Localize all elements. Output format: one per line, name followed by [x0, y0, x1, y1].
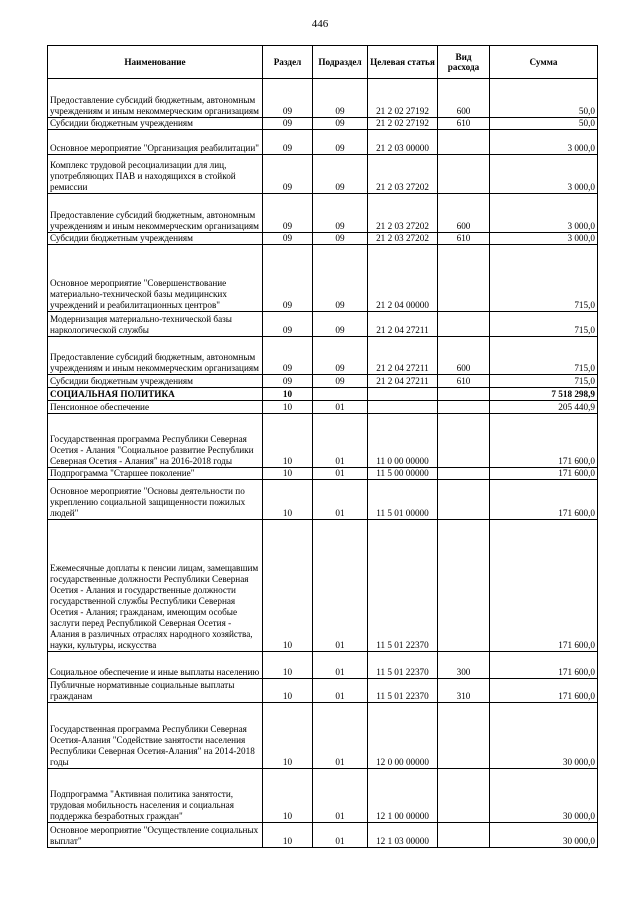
- table-row: [48, 769, 598, 823]
- cell-name: Комплекс трудовой ресоциализации для лиц, употребляющих ПАВ и находящихся в стойкой ремиссии: [48, 155, 263, 194]
- table-row: [48, 155, 598, 194]
- cell-sum: 3 000,0: [490, 233, 598, 245]
- cell-subsection: 01: [313, 703, 368, 769]
- table-row: [48, 414, 598, 468]
- cell-name: Государственная программа Республики Северная Осетия-Алания "Содействие занятости населения Республики Северная Осетия-Алания" на 2014-2018 годы: [48, 703, 263, 769]
- cell-target: 11 5 00 00000: [368, 468, 438, 480]
- cell-target: 21 2 03 27202: [368, 155, 438, 194]
- cell-sum: 3 000,0: [490, 194, 598, 233]
- header-name: Наименование: [48, 46, 263, 79]
- cell-sum: 30 000,0: [490, 769, 598, 823]
- cell-name: Субсидии бюджетным учреждениям: [48, 118, 263, 130]
- table-row: [48, 401, 598, 414]
- cell-sum: 30 000,0: [490, 823, 598, 848]
- cell-subsection: 09: [313, 130, 368, 155]
- cell-subsection: 01: [313, 520, 368, 652]
- cell-kind: 300: [438, 652, 490, 679]
- cell-target: 21 2 02 27192: [368, 79, 438, 118]
- table-row: [48, 233, 598, 245]
- cell-section: 10: [263, 401, 313, 414]
- cell-name: Подпрограмма "Старшее поколение": [48, 468, 263, 480]
- table-row: [48, 388, 598, 401]
- cell-section: 10: [263, 769, 313, 823]
- cell-target: 12 0 00 00000: [368, 703, 438, 769]
- table-row: [48, 130, 598, 155]
- cell-name: Пенсионное обеспечение: [48, 401, 263, 414]
- cell-name: Подпрограмма "Активная политика занятости, трудовая мобильность населения и социальная поддержка безработных граждан": [48, 769, 263, 823]
- cell-section: 09: [263, 130, 313, 155]
- cell-name: Предоставление субсидий бюджетным, автономным учреждениям и иным некоммерческим организациям: [48, 194, 263, 233]
- cell-target: 21 2 03 27202: [368, 233, 438, 245]
- cell-sum: 7 518 298,9: [490, 388, 598, 401]
- cell-sum: 205 440,9: [490, 401, 598, 414]
- cell-kind: [438, 703, 490, 769]
- cell-sum: 171 600,0: [490, 520, 598, 652]
- cell-section: 09: [263, 337, 313, 375]
- header-kind: Вид расхода: [438, 46, 490, 79]
- cell-subsection: 09: [313, 233, 368, 245]
- cell-subsection: 01: [313, 414, 368, 468]
- cell-kind: 610: [438, 118, 490, 130]
- cell-subsection: 09: [313, 79, 368, 118]
- cell-target: 11 5 01 22370: [368, 679, 438, 703]
- cell-section: 10: [263, 679, 313, 703]
- cell-name: Ежемесячные доплаты к пенсии лицам, замещавшим государственные должности Республики Северная Осетия - Алания и государственные должности государственной службы Республики Северная Осетия - Алания; гражданам, имеющим особые заслуги перед Республикой Северная Осетия - Алания в различных отраслях народного хозяйства, науки, культуры, искусства: [48, 520, 263, 652]
- table-row: [48, 652, 598, 679]
- cell-section: 09: [263, 194, 313, 233]
- cell-kind: 600: [438, 337, 490, 375]
- cell-kind: [438, 480, 490, 520]
- cell-sum: 715,0: [490, 375, 598, 388]
- cell-subsection: [313, 388, 368, 401]
- cell-name: Публичные нормативные социальные выплаты гражданам: [48, 679, 263, 703]
- cell-name: Субсидии бюджетным учреждениям: [48, 233, 263, 245]
- cell-kind: [438, 312, 490, 337]
- header-subsection: Подраздел: [313, 46, 368, 79]
- cell-name: Социальное обеспечение и иные выплаты населению: [48, 652, 263, 679]
- table-row: [48, 312, 598, 337]
- cell-target: 12 1 03 00000: [368, 823, 438, 848]
- cell-subsection: 01: [313, 769, 368, 823]
- cell-target: [368, 401, 438, 414]
- cell-sum: 715,0: [490, 312, 598, 337]
- cell-section: 10: [263, 520, 313, 652]
- cell-name: Субсидии бюджетным учреждениям: [48, 375, 263, 388]
- cell-name: Предоставление субсидий бюджетным, автономным учреждениям и иным некоммерческим организациям: [48, 79, 263, 118]
- cell-subsection: 01: [313, 401, 368, 414]
- cell-subsection: 09: [313, 337, 368, 375]
- cell-subsection: 09: [313, 245, 368, 312]
- cell-sum: 715,0: [490, 245, 598, 312]
- cell-target: 11 0 00 00000: [368, 414, 438, 468]
- cell-target: 21 2 04 00000: [368, 245, 438, 312]
- cell-kind: [438, 245, 490, 312]
- cell-section: 09: [263, 312, 313, 337]
- cell-kind: [438, 823, 490, 848]
- cell-sum: 171 600,0: [490, 652, 598, 679]
- cell-sum: 50,0: [490, 79, 598, 118]
- cell-name: Государственная программа Республики Северная Осетия - Алания "Социальное развитие Республики Северная Осетия - Алания" на 2016-2018 годы: [48, 414, 263, 468]
- cell-kind: [438, 155, 490, 194]
- cell-name: Основное мероприятие "Организация реабилитации": [48, 130, 263, 155]
- cell-section: 09: [263, 375, 313, 388]
- cell-target: 21 2 03 00000: [368, 130, 438, 155]
- cell-sum: 715,0: [490, 337, 598, 375]
- cell-subsection: 01: [313, 652, 368, 679]
- cell-kind: 600: [438, 79, 490, 118]
- cell-subsection: 01: [313, 823, 368, 848]
- cell-target: 21 2 04 27211: [368, 312, 438, 337]
- cell-name: Основное мероприятие "Совершенствование материально-технической базы медицинских учреждений и реабилитационных центров": [48, 245, 263, 312]
- cell-kind: [438, 401, 490, 414]
- header-section: Раздел: [263, 46, 313, 79]
- cell-target: [368, 388, 438, 401]
- table-row: [48, 520, 598, 652]
- table-row: [48, 337, 598, 375]
- cell-sum: 30 000,0: [490, 703, 598, 769]
- cell-kind: 310: [438, 679, 490, 703]
- cell-section: 10: [263, 480, 313, 520]
- cell-name: Основное мероприятие "Осуществление социальных выплат": [48, 823, 263, 848]
- cell-section: 09: [263, 233, 313, 245]
- cell-name: Модернизация материально-технической базы наркологической службы: [48, 312, 263, 337]
- cell-target: 21 2 03 27202: [368, 194, 438, 233]
- cell-subsection: 09: [313, 375, 368, 388]
- table-row: [48, 194, 598, 233]
- header-target: Целевая статья: [368, 46, 438, 79]
- cell-name: Основное мероприятие "Основы деятельности по укреплению социальной защищенности пожилых людей": [48, 480, 263, 520]
- page-number: 446: [311, 18, 329, 30]
- cell-name: Предоставление субсидий бюджетным, автономным учреждениям и иным некоммерческим организациям: [48, 337, 263, 375]
- cell-section: 10: [263, 652, 313, 679]
- cell-sum: 3 000,0: [490, 130, 598, 155]
- cell-subsection: 09: [313, 118, 368, 130]
- table-row: [48, 823, 598, 848]
- table-row: [48, 679, 598, 703]
- cell-subsection: 09: [313, 194, 368, 233]
- table-row: [48, 468, 598, 480]
- cell-target: 11 5 01 00000: [368, 480, 438, 520]
- table-body: [48, 79, 598, 848]
- cell-subsection: 01: [313, 468, 368, 480]
- cell-kind: [438, 468, 490, 480]
- cell-section: 09: [263, 79, 313, 118]
- cell-section: 10: [263, 703, 313, 769]
- cell-section: 10: [263, 468, 313, 480]
- cell-section: 09: [263, 118, 313, 130]
- cell-kind: [438, 769, 490, 823]
- cell-sum: 171 600,0: [490, 414, 598, 468]
- cell-kind: 600: [438, 194, 490, 233]
- cell-subsection: 01: [313, 679, 368, 703]
- table-row: [48, 703, 598, 769]
- cell-target: 11 5 01 22370: [368, 520, 438, 652]
- table-row: [48, 245, 598, 312]
- cell-kind: 610: [438, 375, 490, 388]
- cell-subsection: 01: [313, 480, 368, 520]
- cell-kind: [438, 388, 490, 401]
- cell-kind: [438, 130, 490, 155]
- cell-target: 21 2 04 27211: [368, 337, 438, 375]
- cell-sum: 50,0: [490, 118, 598, 130]
- cell-subsection: 09: [313, 155, 368, 194]
- cell-sum: 3 000,0: [490, 155, 598, 194]
- cell-section: 09: [263, 155, 313, 194]
- cell-target: 21 2 02 27192: [368, 118, 438, 130]
- cell-target: 11 5 01 22370: [368, 652, 438, 679]
- cell-sum: 171 600,0: [490, 468, 598, 480]
- cell-section: 09: [263, 245, 313, 312]
- cell-kind: [438, 520, 490, 652]
- header-sum: Сумма: [490, 46, 598, 79]
- budget-table: [47, 45, 598, 848]
- table-header-row: [48, 46, 598, 79]
- cell-section: 10: [263, 388, 313, 401]
- cell-name: СОЦИАЛЬНАЯ ПОЛИТИКА: [48, 388, 263, 401]
- cell-sum: 171 600,0: [490, 679, 598, 703]
- cell-subsection: 09: [313, 312, 368, 337]
- table-row: [48, 79, 598, 118]
- cell-section: 10: [263, 823, 313, 848]
- table-row: [48, 118, 598, 130]
- cell-target: 21 2 04 27211: [368, 375, 438, 388]
- table-row: [48, 375, 598, 388]
- cell-sum: 171 600,0: [490, 480, 598, 520]
- cell-target: 12 1 00 00000: [368, 769, 438, 823]
- cell-kind: 610: [438, 233, 490, 245]
- cell-kind: [438, 414, 490, 468]
- cell-section: 10: [263, 414, 313, 468]
- table-row: [48, 480, 598, 520]
